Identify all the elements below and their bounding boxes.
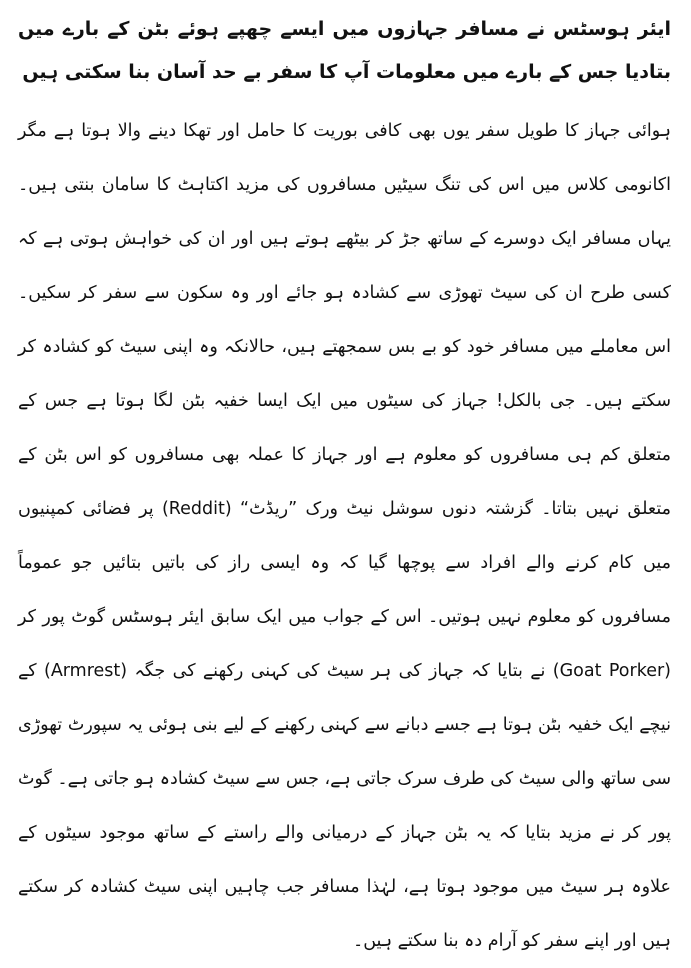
article-body: ہوائی جہاز کا طویل سفر یوں بھی کافی بوریت کا حامل اور تھکا دینے والا ہوتا ہے مگر اکانومی کلاس میں اس کی تنگ سیٹیں مسافروں کی مزید اکتاہٹ کا سامان بنتی ہیں۔ یہاں مسافر ایک دوسرے کے ساتھ جڑ کر بیٹھے ہوتے ہیں اور ان کی خواہش ہوتی ہے کہ کسی طرح ان کی سیٹ تھوڑی سے کشادہ ہو جائے اور وہ سکون سے سفر کر سکیں۔ اس معاملے میں مسافر خود کو بے بس سمجھتے ہیں، حالانکہ وہ اپنی سیٹ کو کشادہ کر سکتے ہیں۔ جی بالکل! جہاز کی سیٹوں میں ایک ایسا خفیہ بٹن لگا ہوتا ہے جس کے متعلق کم ہی مسافروں کو معلوم ہے اور جہاز کا عملہ بھی مسافروں کو اس بٹن کے متعلق نہیں بتاتا۔ گزشتہ دنوں سوشل نیٹ ورک ”ریڈٹ“ (Reddit) پر فضائی کمپنیوں میں کام کرنے والے افراد سے پوچھا گیا کہ وہ ایسی راز کی باتیں بتائیں جو عموماً مسافروں کو معلوم نہیں ہوتیں۔ اس کے جواب میں ایک سابق ایئر ہوسٹس گوٹ پور کر (Goat Porker) نے بتایا کہ جہاز کی ہر سیٹ کی کہنی رکھنے کی جگہ (Armrest) کے نیچے ایک خفیہ بٹن ہوتا ہے جسے دبانے سے کہنی رکھنے کے لیے بنی ہوئی یہ سپورٹ تھوڑی سی ساتھ والی سیٹ کی طرف سرک جاتی ہے، جس سے سیٹ کشادہ ہو جاتی ہے۔ گوٹ پور کر نے مزید بتایا کہ یہ بٹن جہاز کے درمیانی والے راستے کے ساتھ موجود سیٹوں کے علاوہ ہر سیٹ میں موجود ہوتا ہے، لہٰذا مسافر جب چاہیں اپنی سیٹ کشادہ کر سکتے ہیں اور اپنے سفر کو آرام دہ بنا سکتے ہیں۔ — [18, 121, 672, 951]
article-headline: ایئر ہوسٹس نے مسافر جہازوں میں ایسے چھپے ہوئے بٹن کے بارے میں بتادیا جس کے بارے میں معلومات آپ کا سفر بے حد آسان بنا سکتی ہیں — [18, 18, 671, 83]
